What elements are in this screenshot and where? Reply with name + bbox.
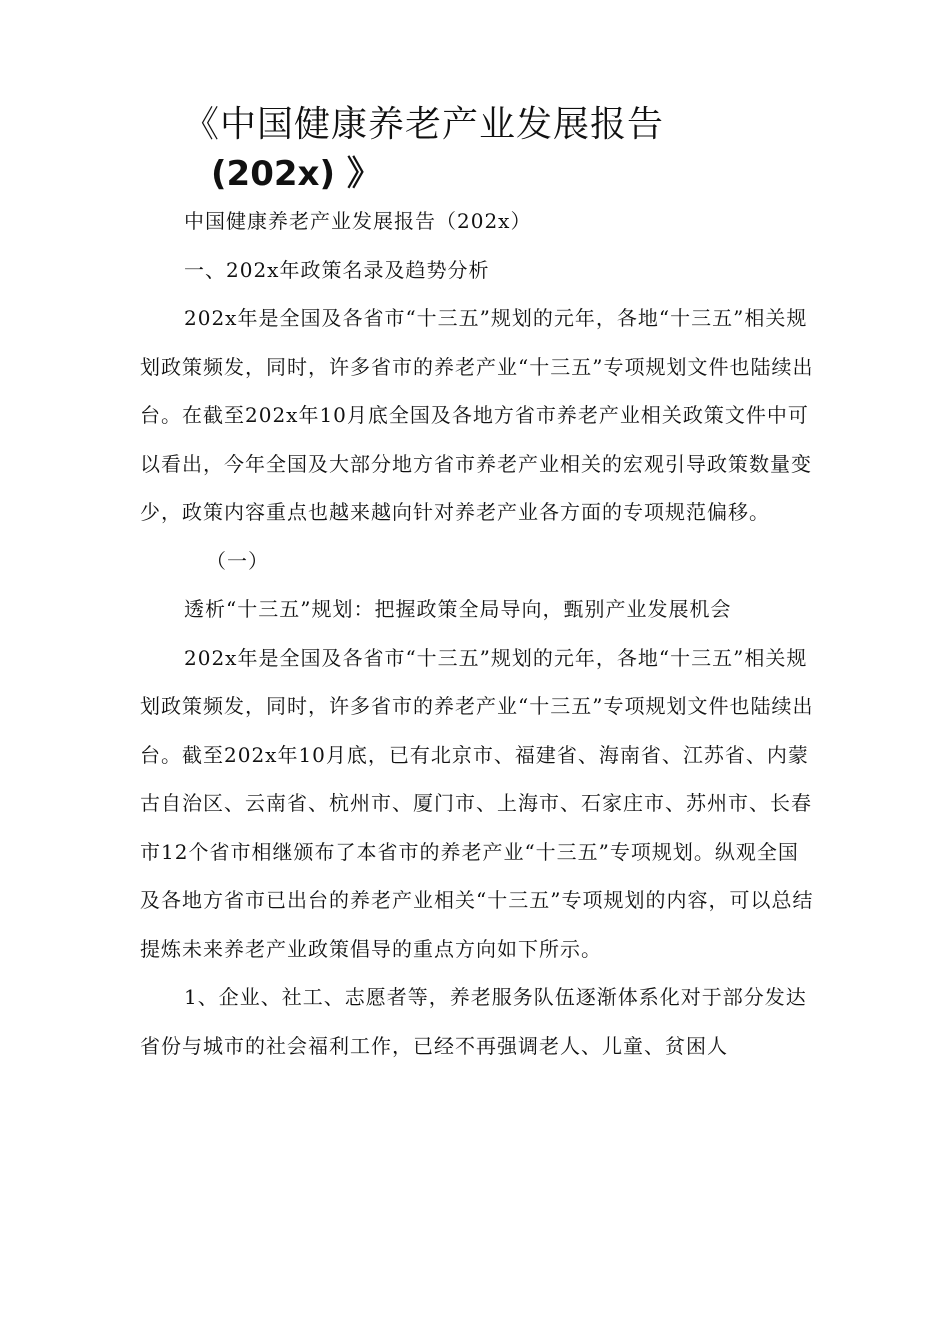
paragraph-2: 202x年是全国及各省市“十三五”规划的元年，各地“十三五”相关规划政策频发，同时，许多省市的养老产业“十三五”专项规划文件也陆续出台。截至202x年10月底，已有北京市、福建省、海南省、江苏省、内蒙古自治区、云南省、杭州市、厦门市、上海市、石家庄市、苏州市、长春市12个省市相继颁布了本省市的养老产业“十三五”专项规划。纵观全国及各地方省市已出台的养老产业相关“十三五”专项规划的内容，可以总结提炼未来养老产业政策倡导的重点方向如下所示。 [140, 645, 814, 961]
title-line-1: 《中国健康养老产业发展报告 [183, 104, 665, 145]
subsection-heading: 透析“十三五”规划：把握政策全局导向，甄别产业发展机会 [184, 597, 732, 621]
title-line-2: (202x) 》 [211, 154, 381, 194]
document-subtitle: 中国健康养老产业发展报告（202x） [184, 209, 532, 233]
paragraph-3: 1、企业、社工、志愿者等，养老服务队伍逐渐体系化对于部分发达省份与城市的社会福利工作，已经不再强调老人、儿童、贫困人 [140, 985, 807, 1058]
subsection-number: （一） [206, 548, 269, 573]
document-title [183, 100, 803, 198]
document-body [140, 197, 816, 1070]
paragraph-1: 202x年是全国及各省市“十三五”规划的元年，各地“十三五”相关规划政策频发，同时，许多省市的养老产业“十三五”专项规划文件也陆续出台。在截至202x年10月底全国及各地方省市养老产业相关政策文件中可以看出，今年全国及大部分地方省市养老产业相关的宏观引导政策数量变少，政策内容重点也越来越向针对养老产业各方面的专项规范偏移。 [140, 306, 814, 524]
section-heading: 一、202x年政策名录及趋势分析 [184, 257, 490, 282]
